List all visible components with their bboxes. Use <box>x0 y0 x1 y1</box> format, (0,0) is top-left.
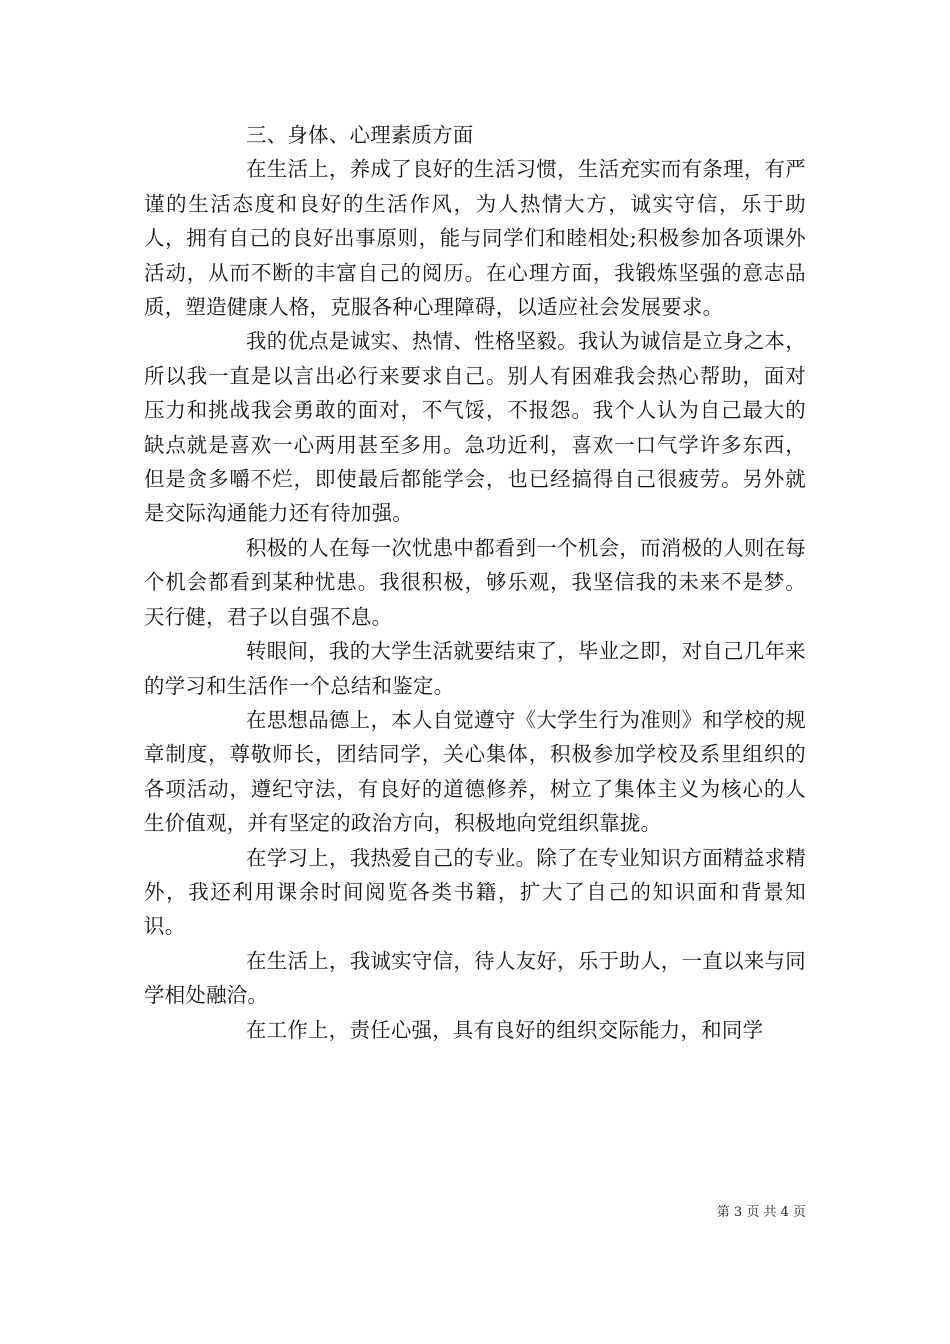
paragraph-5: 在思想品德上，本人自觉遵守《大学生行为准则》和学校的规章制度，尊敬师长，团结同学，关心集体，积极参加学校及系里组织的各项活动，遵纪守法，有良好的道德修养，树立了集体主义为核心的人生价值观，并有坚定的政治方向，积极地向党组织靠拢。 <box>144 707 806 836</box>
paragraph-6: 在学习上，我热爱自己的专业。除了在专业知识方面精益求精外，我还利用课余时间阅览各类书籍，扩大了自己的知识面和背景知识。 <box>144 845 806 939</box>
paragraph-2: 我的优点是诚实、热情、性格坚毅。我认为诚信是立身之本，所以我一直是以言出必行来要求自己。别人有困难我会热心帮助，面对压力和挑战我会勇敢的面对，不气馁，不报怨。我个人认为自己最大的缺点就是喜欢一心两用甚至多用。急功近利，喜欢一口气学许多东西，但是贪多嚼不烂，即使最后都能学会，也已经搞得自己很疲劳。另外就是交际沟通能力还有待加强。 <box>144 329 806 526</box>
paragraph-4: 转眼间，我的大学生活就要结束了，毕业之即，对自己几年来的学习和生活作一个总结和鉴定。 <box>144 639 806 698</box>
paragraph-7: 在生活上，我诚实守信，待人友好，乐于助人，一直以来与同学相处融洽。 <box>144 948 806 1008</box>
paragraph-8: 在工作上，责任心强，具有良好的组织交际能力，和同学 <box>246 1017 764 1042</box>
paragraph-1: 在生活上，养成了良好的生活习惯，生活充实而有条理，有严谨的生活态度和良好的生活作风，为人热情大方，诚实守信，乐于助人，拥有自己的良好出事原则，能与同学们和睦相处;积极参加各项课外活动，从而不断的丰富自己的阅历。在心理方面，我锻炼坚强的意志品质，塑造健康人格，克服各种心理障碍，以适应社会发展要求。 <box>144 157 806 320</box>
section-heading: 三、身体、心理素质方面 <box>246 123 474 147</box>
paragraph-3: 积极的人在每一次忧患中都看到一个机会，而消极的人则在每个机会都看到某种忧患。我很积极，够乐观，我坚信我的未来不是梦。天行健，君子以自强不息。 <box>144 535 806 629</box>
page-number-footer: 第 3 页 共 4 页 <box>716 1205 806 1220</box>
document-body <box>144 118 806 1047</box>
